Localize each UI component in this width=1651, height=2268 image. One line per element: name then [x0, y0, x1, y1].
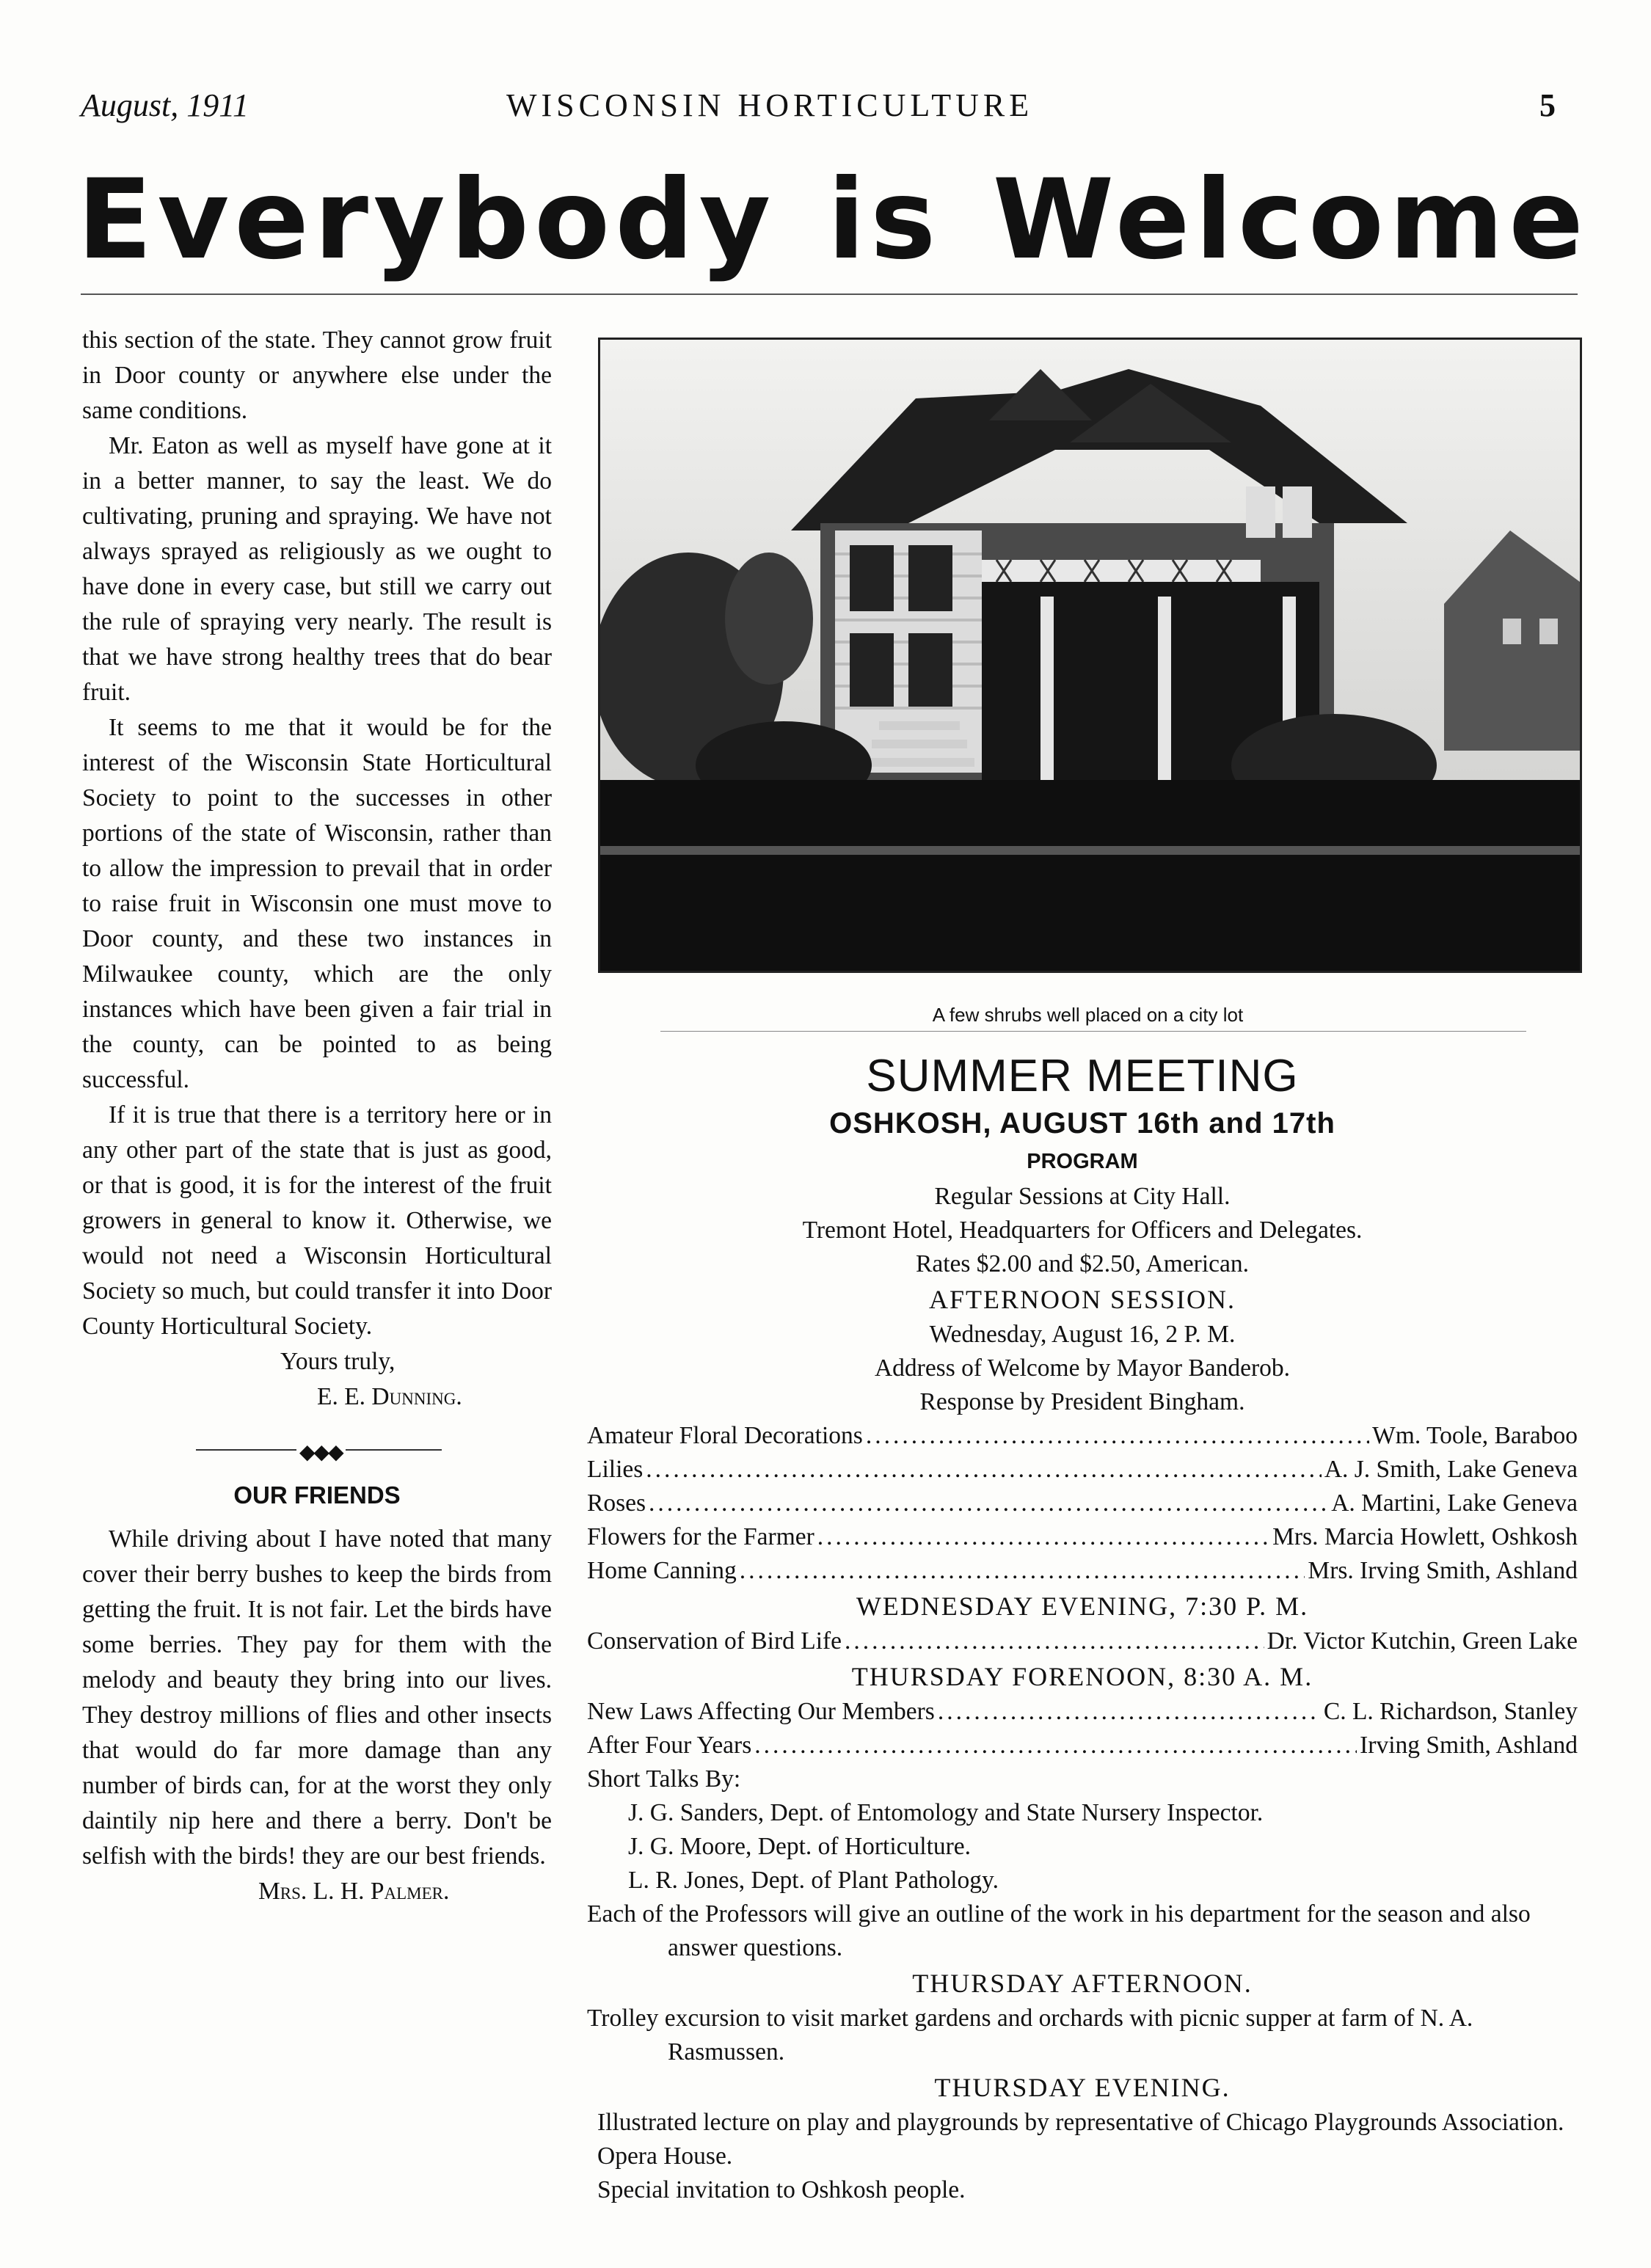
thursday-afternoon-heading: THURSDAY AFTERNOON. — [912, 1969, 1253, 1998]
short-talks-label: Short Talks By: — [587, 1765, 741, 1793]
dot-leader — [646, 1453, 1322, 1487]
dot-leader — [866, 1419, 1369, 1453]
program-speaker: C. L. Richardson, Stanley — [1323, 1698, 1578, 1725]
session-line: Response by President Bingham. — [919, 1388, 1245, 1415]
dot-leader — [817, 1520, 1269, 1554]
left-column — [82, 323, 552, 1909]
program-item — [587, 1695, 1578, 1729]
dot-leader — [740, 1554, 1305, 1588]
program-item — [587, 1419, 1578, 1453]
letter-paragraph: If it is true that there is a territory here or in any other part of the state that is just as good, or that is good, it is for the interest of the fruit growers in general to know it. Otherwise, we would not need a Wisconsin Horticultural Society so much, but could transfer it into Door County Horticultural Society. — [82, 1101, 552, 1340]
program-speaker: Mrs. Marcia Howlett, Oshkosh — [1272, 1523, 1578, 1550]
evening-invitation: Special invitation to Oshkosh people. — [597, 2176, 966, 2203]
short-talk: L. R. Jones, Dept. of Plant Pathology. — [628, 1867, 999, 1894]
program-topic: Lilies — [587, 1456, 644, 1483]
thursday-evening-heading: THURSDAY EVENING. — [934, 2073, 1231, 2102]
journal-title: WISCONSIN HORTICULTURE — [506, 87, 1034, 123]
letter-signature: E. E. Dunning. — [317, 1383, 462, 1410]
short-talk: J. G. Sanders, Dept. of Entomology and State Nursery Inspector. — [628, 1799, 1264, 1826]
afternoon-session-heading: AFTERNOON SESSION. — [928, 1285, 1236, 1314]
our-friends-text: While driving about I have noted that many cover their berry bushes to keep the birds from getting the fruit. It is not fair. Let the birds have some berries. They pay for them with the melody and beauty they bring into our lives. They destroy millions of flies and other insects that would do far more damage than any number of birds can, for at the worst they only daintily nip here and there a berry. Don't be selfish with the birds! they are our best friends. — [82, 1525, 552, 1870]
running-header — [81, 87, 1570, 138]
professors-note: Each of the Professors will give an outline of the work in his department for the season and also answer questions. — [587, 1900, 1531, 1961]
program-speaker: A. J. Smith, Lake Geneva — [1324, 1456, 1578, 1483]
program-item — [587, 1453, 1578, 1487]
program-speaker: Mrs. Irving Smith, Ashland — [1308, 1557, 1578, 1584]
banner-word-1: Everybody — [77, 156, 776, 284]
dot-leader — [754, 1729, 1357, 1762]
diamond-ornament-icon: ◆◆◆ — [296, 1435, 346, 1470]
intro-line: Regular Sessions at City Hall. — [934, 1183, 1231, 1210]
house-photo — [598, 338, 1582, 973]
session-line: Address of Welcome by Mayor Banderob. — [874, 1354, 1291, 1382]
banner-word-3: Welcome — [992, 156, 1589, 284]
issue-date: August, 1911 — [81, 87, 249, 123]
program-topic: New Laws Affecting Our Members — [587, 1698, 935, 1725]
our-friends-title: OUR FRIENDS — [233, 1481, 401, 1509]
program-speaker: Irving Smith, Ashland — [1360, 1732, 1578, 1759]
banner-word-2: is — [827, 156, 941, 284]
program-item — [587, 1487, 1578, 1520]
caption-rule — [660, 1031, 1526, 1032]
meeting-subtitle: OSHKOSH, AUGUST 16th and 17th — [829, 1107, 1335, 1140]
page-number: 5 — [1539, 87, 1556, 123]
program-speaker: A. Martini, Lake Geneva — [1331, 1489, 1578, 1517]
program-item — [587, 1729, 1578, 1762]
program-topic: Conservation of Bird Life — [587, 1627, 842, 1655]
intro-line: Tremont Hotel, Headquarters for Officers and Delegates. — [802, 1217, 1363, 1244]
program-label: PROGRAM — [1027, 1150, 1138, 1173]
letter-paragraph: It seems to me that it would be for the interest of the Wisconsin State Horticultural Society to point to the successes in other portions of the state of Wisconsin, rather than to allow the impression to prevail that in order to raise fruit in Wisconsin one must move to Door county, and these two instances in Milwaukee county, which are the only instances which have been given a fair trial in the county, can be pointed to as being successful. — [82, 714, 552, 1093]
session-line: Wednesday, August 16, 2 P. M. — [929, 1321, 1236, 1348]
our-friends-signature: Mrs. L. H. Palmer. — [258, 1878, 450, 1905]
program-item — [587, 1554, 1578, 1588]
intro-line: Rates $2.00 and $2.50, American. — [915, 1250, 1250, 1277]
evening-lecture: Illustrated lecture on play and playgrounds by representative of Chicago Playgrounds Association. Opera House. — [597, 2109, 1564, 2170]
photo-caption: A few shrubs well placed on a city lot — [932, 1004, 1244, 1026]
page-banner — [77, 154, 1589, 286]
letter-closing: Yours truly, — [280, 1348, 396, 1375]
program-topic: Flowers for the Farmer — [587, 1523, 814, 1550]
thursday-forenoon-heading: THURSDAY FORENOON, 8:30 A. M. — [851, 1662, 1313, 1691]
short-talk: J. G. Moore, Dept. of Horticulture. — [628, 1833, 972, 1860]
program-topic: Roses — [587, 1489, 646, 1517]
dot-leader — [938, 1695, 1321, 1729]
program-topic: After Four Years — [587, 1732, 752, 1759]
dot-leader — [845, 1625, 1264, 1658]
section-divider — [82, 1441, 552, 1464]
meeting-program — [587, 1049, 1578, 2207]
letter-paragraph: Mr. Eaton as well as myself have gone at it in a better manner, to say the least. We do cultivating, pruning and spraying. We have not always sprayed as religiously as we ought to have done in every case, but still we carry out the rule of spraying very nearly. The result is that we have strong healthy trees that do bear fruit. — [82, 432, 552, 706]
banner-rule — [81, 293, 1578, 295]
house-photo-image — [600, 340, 1580, 971]
program-item — [587, 1625, 1578, 1658]
program-topic: Amateur Floral Decorations — [587, 1422, 863, 1449]
wednesday-evening-heading: WEDNESDAY EVENING, 7:30 P. M. — [856, 1591, 1309, 1621]
program-item — [587, 1520, 1578, 1554]
dot-leader — [649, 1487, 1328, 1520]
letter-paragraph: this section of the state. They cannot grow fruit in Door county or anywhere else under the same conditions. — [82, 327, 552, 424]
program-speaker: Dr. Victor Kutchin, Green Lake — [1267, 1627, 1578, 1655]
program-speaker: Wm. Toole, Baraboo — [1372, 1422, 1578, 1449]
trolley-excursion: Trolley excursion to visit market gardens and orchards with picnic supper at farm of N. A. Rasmussen. — [587, 2005, 1473, 2065]
meeting-title: SUMMER MEETING — [866, 1051, 1299, 1101]
program-topic: Home Canning — [587, 1557, 737, 1584]
